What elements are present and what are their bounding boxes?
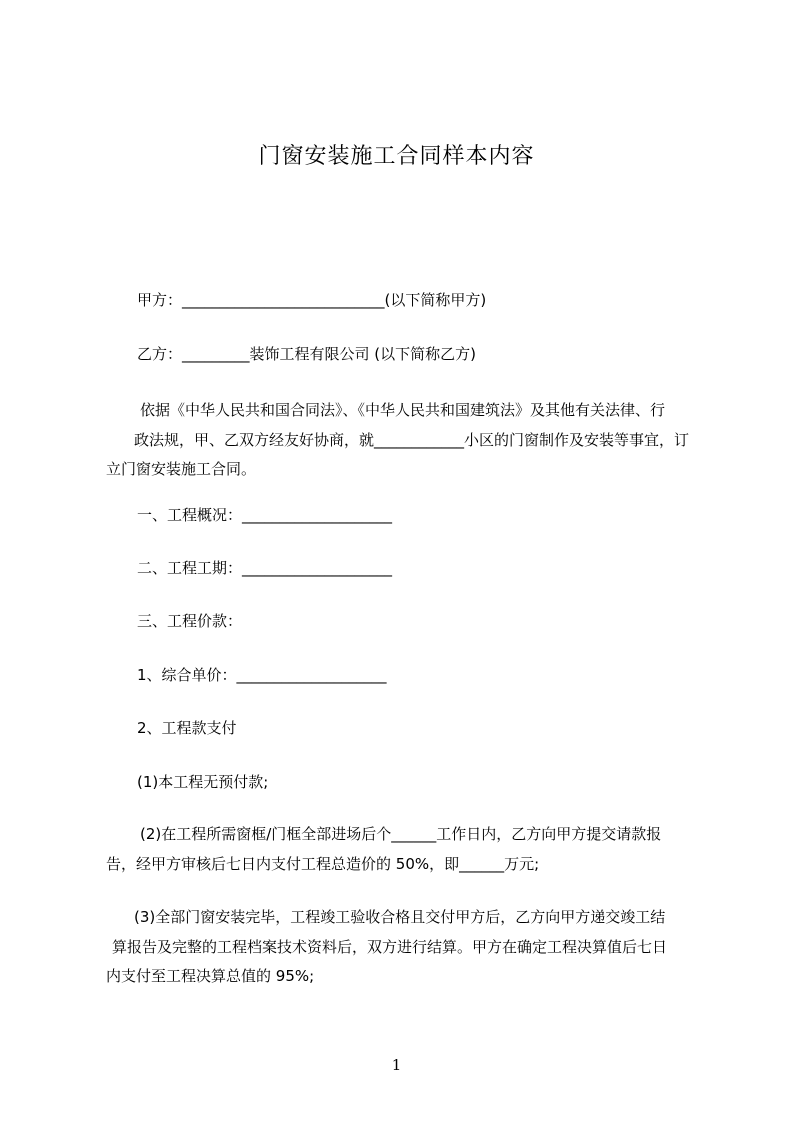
section-project-price: 三、工程价款：	[137, 612, 243, 630]
party-b-line: 乙方：_________装饰工程有限公司 (以下简称乙方)	[137, 345, 476, 363]
clause-no-advance: (1)本工程无预付款;	[137, 773, 269, 791]
clause-final-settlement	[106, 903, 698, 992]
document-title: 门窗安装施工合同样本内容	[258, 144, 535, 169]
preamble-line: 政法规，甲、乙双方经友好协商，就____________小区的门窗制作及安装等事宜，订	[134, 430, 690, 449]
clause-line: (2)在工程所需窗框/门框全部进场后个______工作日内，乙方向甲方提交请款报	[140, 825, 662, 843]
section-project-overview: 一、工程概况：____________________	[137, 506, 393, 524]
preamble-line: 依据《中华人民共和国合同法》、《中华人民共和国建筑法》及其他有关法律、行	[140, 401, 666, 419]
clause-first-payment	[106, 820, 698, 879]
item-payment: 2、工程款支付	[137, 719, 237, 737]
clause-line: 算报告及完整的工程档案技术资料后，双方进行结算。甲方在确定工程决算值后七日	[112, 937, 668, 956]
preamble-paragraph	[106, 396, 698, 485]
section-project-duration: 二、工程工期：____________________	[137, 559, 393, 577]
page-number: 1	[391, 1056, 402, 1074]
party-a-line: 甲方：___________________________(以下简称甲方)	[137, 291, 487, 309]
preamble-line: 立门窗安装施工合同。	[106, 460, 257, 478]
clause-line: 内支付至工程决算总值的 95%;	[106, 967, 315, 985]
clause-line: 告，经甲方审核后七日内支付工程总造价的 50%，即______万元;	[106, 854, 540, 873]
item-unit-price: 1、综合单价：____________________	[137, 666, 387, 684]
clause-line: (3)全部门窗安装完毕，工程竣工验收合格且交付甲方后，乙方向甲方递交竣工结	[134, 908, 666, 926]
